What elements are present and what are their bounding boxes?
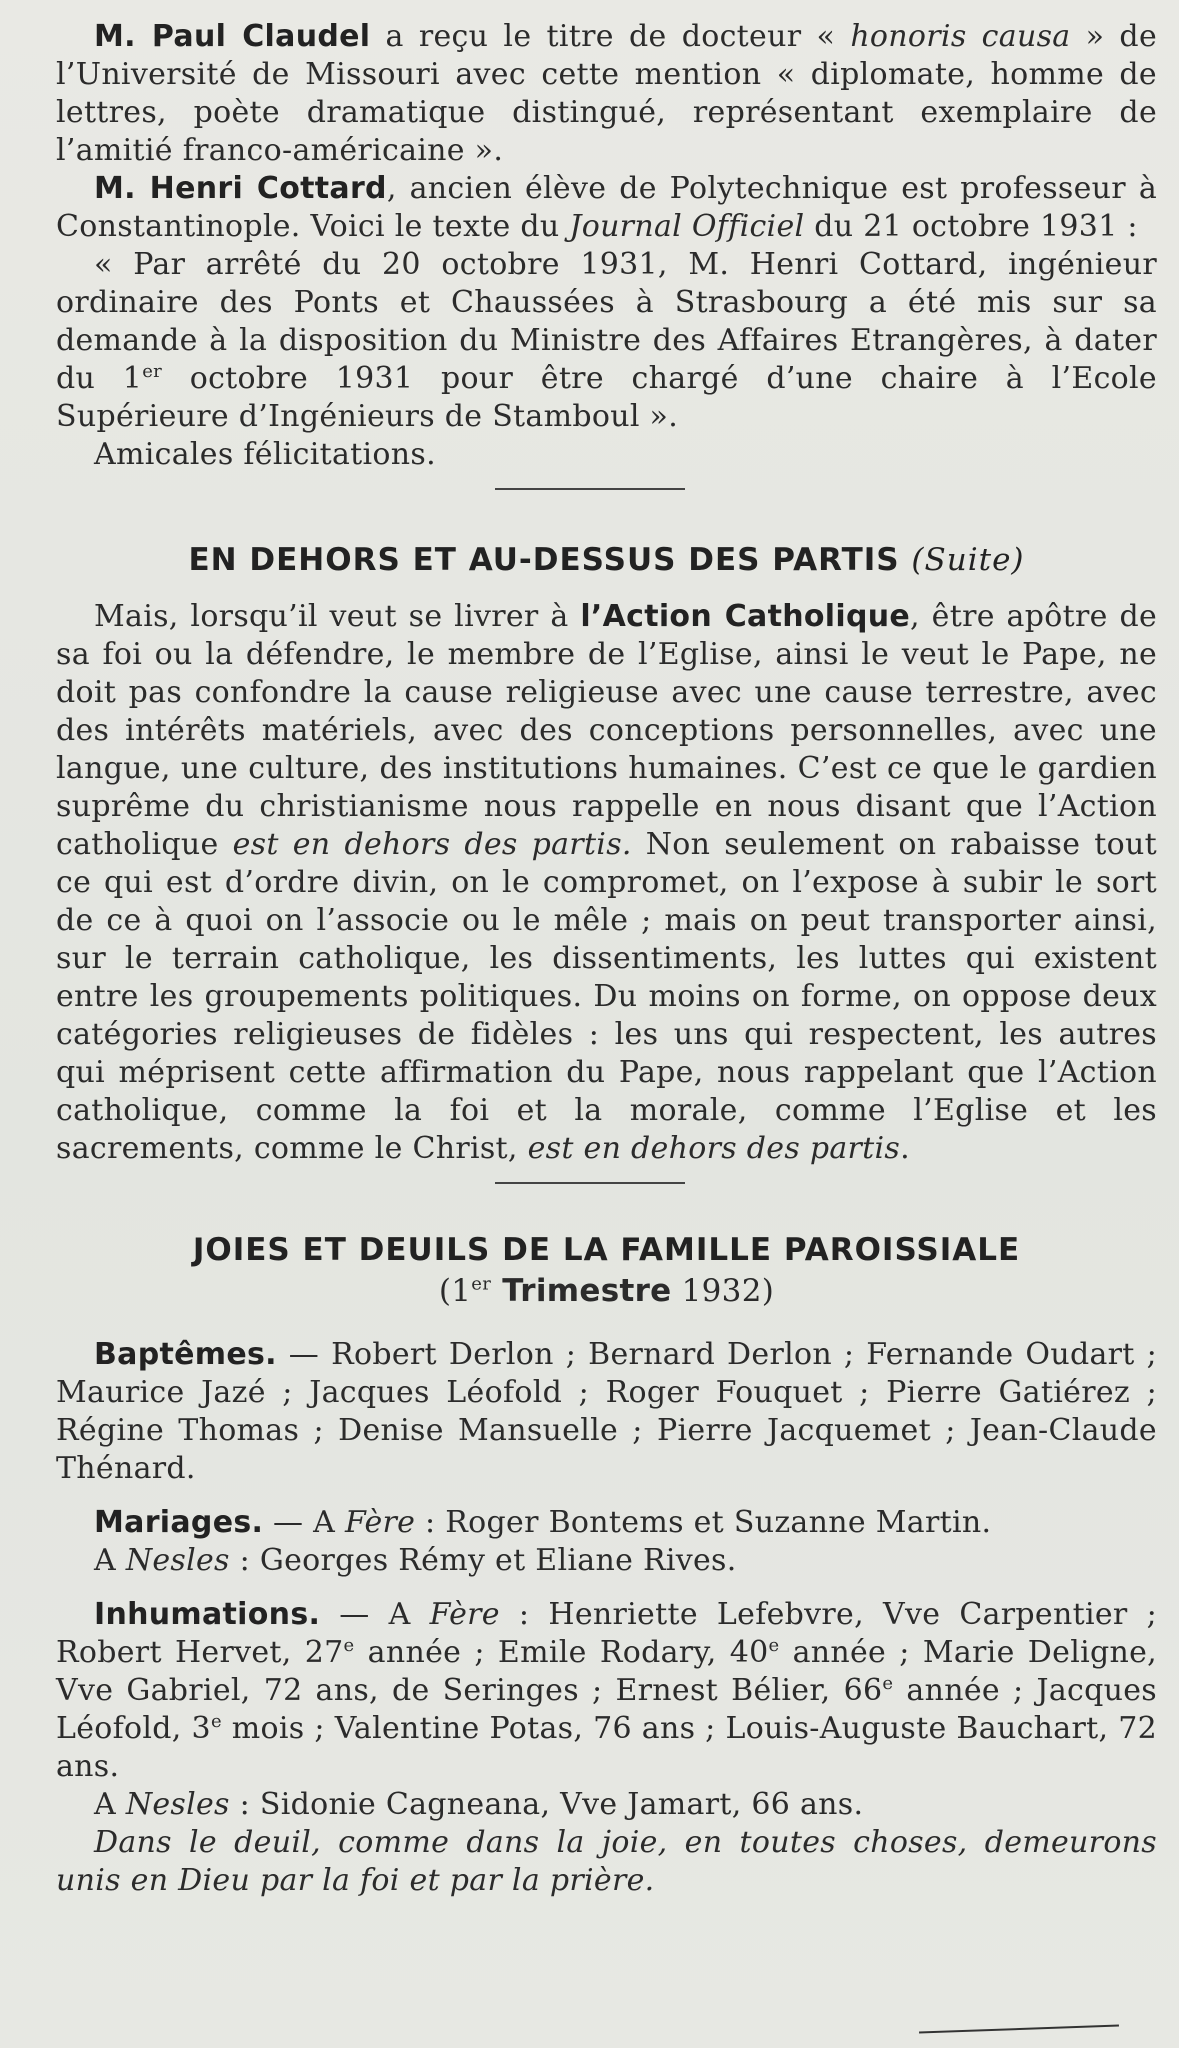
section-divider bbox=[495, 488, 685, 490]
parish-subtitle: (1er Trimestre 1932) bbox=[438, 1273, 775, 1309]
mariages-nesles-line: A Nesles : Georges Rémy et Eliane Rives. bbox=[94, 1543, 737, 1578]
section-divider bbox=[495, 1182, 685, 1184]
arrete-paragraph: « Par arrêté du 20 octobre 1931, M. Henri Cottard, ingénieur ordinaire des Ponts et Chaussées à Strasbourg a été mis sur sa demande à la disposition du Ministre des Affaires Etrangères, à dater du 1er octobre 1931 pour être chargé d’une chaire à l’Ecole Supérieure d’Ingénieurs de Stamboul ». bbox=[56, 247, 1157, 434]
end-divider bbox=[919, 2025, 1119, 2034]
article-title: EN DEHORS ET AU-DESSUS DES PARTIS (Suite) bbox=[188, 542, 1025, 578]
parish-section bbox=[56, 1232, 1157, 1900]
cottard-paragraph: M. Henri Cottard, ancien élève de Polytechnique est professeur à Constantinople. Voici le texte du Journal Officiel du 21 octobre 1931 : bbox=[56, 171, 1158, 244]
felicitations-line: Amicales félicitations. bbox=[94, 437, 436, 472]
inhumations-paragraph: Inhumations. — A Fère : Henriette Lefebvre, Vve Carpentier ; Robert Hervet, 27e année ; Emile Rodary, 40e année ; Marie Deligne, Vve Gabriel, 72 ans, de Seringes ; Ernest Bélier, 66e année ; Jacques Léofold, 3e mois ; Valentine Potas, 76 ans ; Louis-Auguste Bauchart, 72 ans. bbox=[56, 1597, 1157, 1784]
closing-line: Dans le deuil, comme dans la joie, en toutes choses, demeurons unis en Dieu par la foi et par la prière. bbox=[56, 1825, 1157, 1898]
parish-title: JOIES ET DEUILS DE LA FAMILLE PAROISSIALE bbox=[192, 1232, 1021, 1268]
baptemes-paragraph: Baptêmes. — Robert Derlon ; Bernard Derlon ; Fernande Oudart ; Maurice Jazé ; Jacques Léofold ; Roger Fouquet ; Pierre Gatiérez ; Régine Thomas ; Denise Mansuelle ; Pierre Jacquemet ; Jean-Claude Thénard. bbox=[56, 1337, 1157, 1486]
claudel-name: M. Paul Claudel bbox=[94, 19, 371, 54]
claudel-paragraph: M. Paul Claudel a reçu le titre de docteur « honoris causa » de l’Université de Missouri avec cette mention « diplomate, homme de lettres, poète dramatique distingué, représentant exemplaire de l’amitié franco-américaine ». bbox=[56, 19, 1157, 168]
article-paragraph: Mais, lorsqu’il veut se livrer à l’Action Catholique, être apôtre de sa foi ou la défendre, le membre de l’Eglise, ainsi le veut le Pape, ne doit pas confondre la cause religieuse avec une cause terrestre, avec des intérêts matériels, avec des conceptions personnelles, avec une langue, une culture, des institutions humaines. C’est ce que le gardien suprême du christianisme nous rappelle en nous disant que l’Action catholique est en dehors des partis. Non seulement on rabaisse tout ce qui est d’ordre divin, on le compromet, on l’expose à subir le sort de ce à quoi on l’associe ou le mêle ; mais on peut transporter ainsi, sur le terrain catholique, les dissentiments, les luttes qui existent entre les groupements politiques. Du moins on forme, on oppose deux catégories religieuses de fidèles : les uns qui respectent, les autres qui méprisent cette affirmation du Pape, nous rappelant que l’Action catholique, comme la foi et la morale, comme l’Eglise et les sacrements, comme le Christ, est en dehors des partis. bbox=[56, 599, 1158, 1166]
news-section bbox=[56, 18, 1157, 474]
article-section bbox=[56, 542, 1157, 1168]
inhumations-nesles-line: A Nesles : Sidonie Cagneana, Vve Jamart, 66 ans. bbox=[94, 1787, 864, 1822]
mariages-paragraph: Mariages. — A Fère : Roger Bontems et Suzanne Martin. bbox=[94, 1505, 992, 1540]
cottard-name: M. Henri Cottard bbox=[94, 171, 387, 206]
